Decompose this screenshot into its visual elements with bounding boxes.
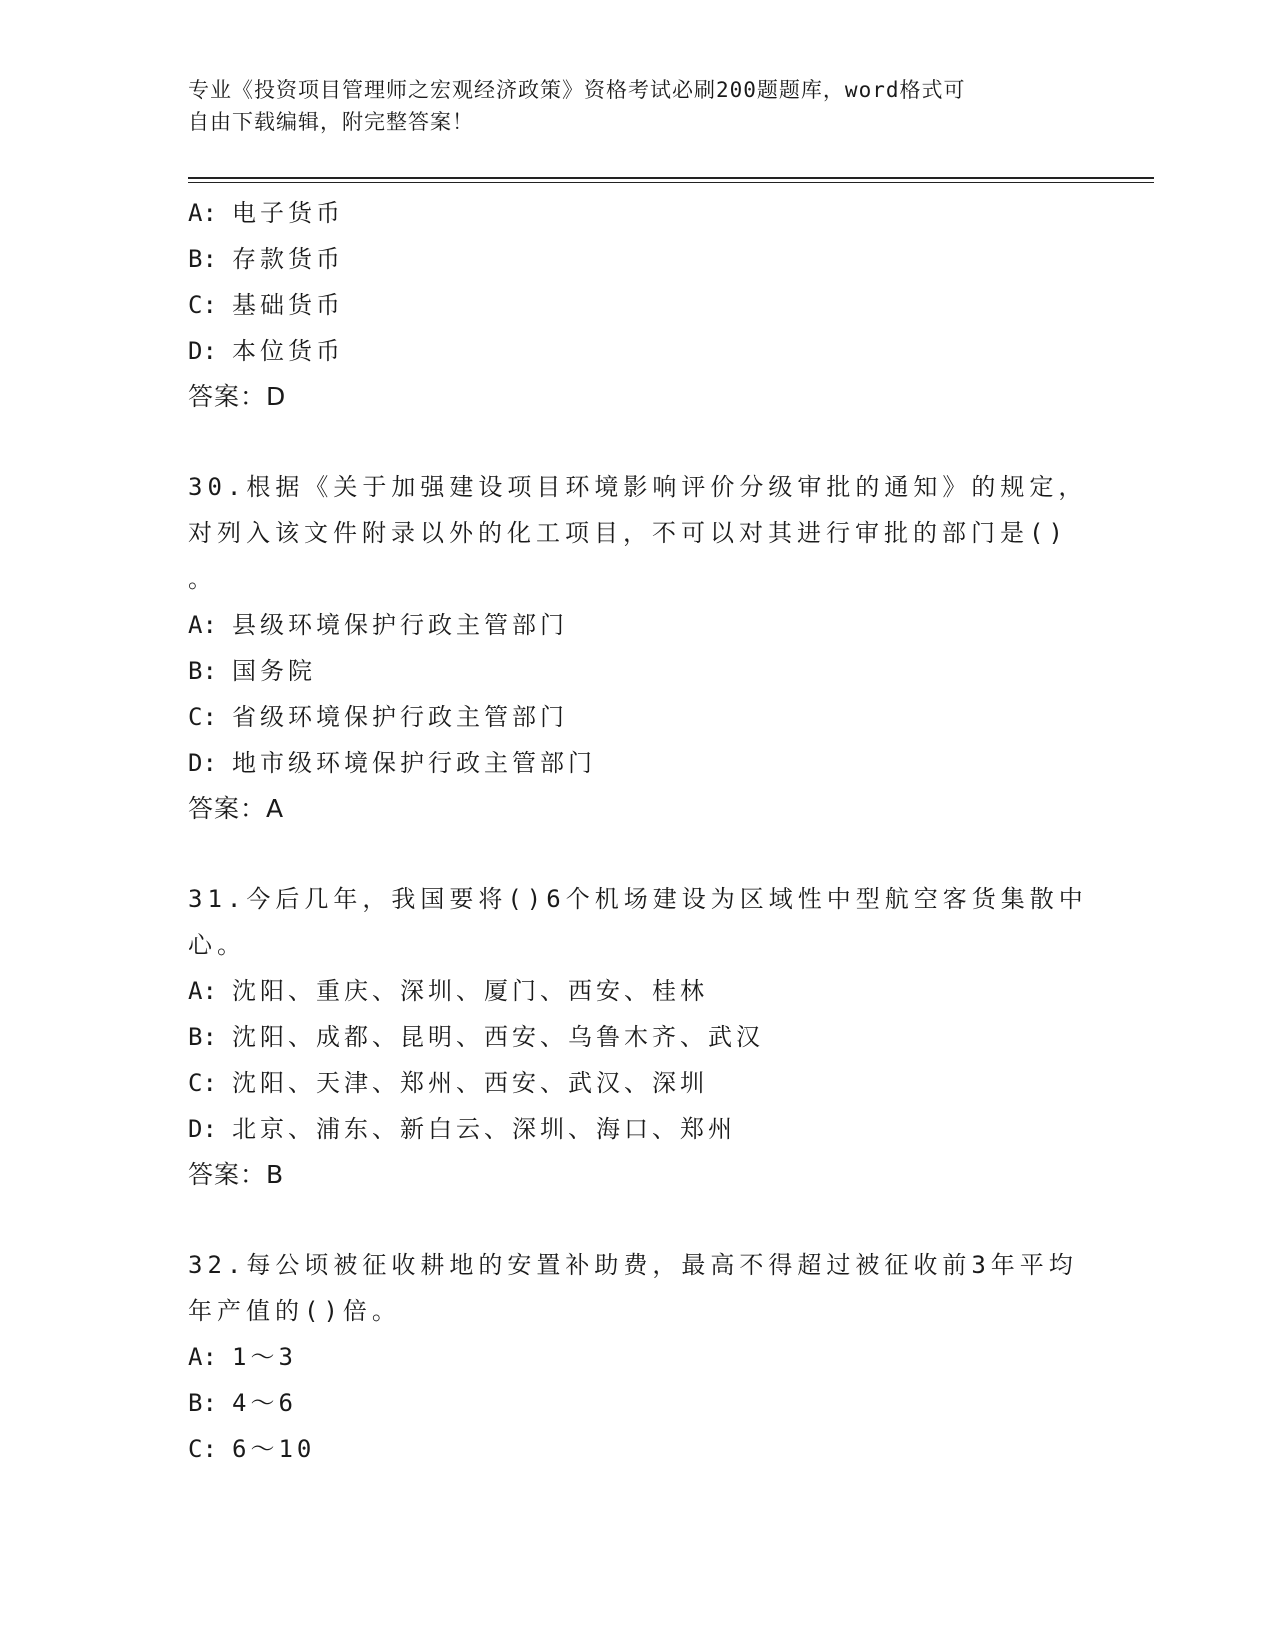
option-text: 6～10 xyxy=(232,1435,316,1463)
option-b xyxy=(188,1014,1108,1060)
option-d xyxy=(188,328,1108,374)
option-letter: A: xyxy=(188,199,217,227)
option-letter: C: xyxy=(188,703,217,731)
option-text: 4～6 xyxy=(232,1389,297,1417)
option-c xyxy=(188,1426,1108,1472)
answer-label: 答案： xyxy=(188,1160,267,1189)
option-text: 县级环境保护行政主管部门 xyxy=(232,611,568,639)
option-letter: B: xyxy=(188,1389,217,1417)
option-text: 本位货币 xyxy=(232,337,344,365)
answer-value: B xyxy=(266,1160,285,1189)
option-b xyxy=(188,1380,1108,1426)
answer-label: 答案： xyxy=(188,794,267,823)
option-b xyxy=(188,236,1108,282)
question-text-line: 32.每公顷被征收耕地的安置补助费，最高不得超过被征收前3年平均 xyxy=(188,1251,1078,1279)
answer-label: 答案： xyxy=(188,382,267,411)
option-c xyxy=(188,282,1108,328)
question-text-line: 。 xyxy=(188,565,217,593)
answer-line xyxy=(188,1152,1108,1198)
option-letter: B: xyxy=(188,1023,217,1051)
option-letter: A: xyxy=(188,977,217,1005)
answer-value: D xyxy=(266,382,287,411)
question-29-options xyxy=(188,190,1108,420)
option-text: 北京、浦东、新白云、深圳、海口、郑州 xyxy=(232,1115,736,1143)
option-letter: D: xyxy=(188,749,217,777)
question-text-line: 31.今后几年，我国要将()6个机场建设为区域性中型航空客货集散中 xyxy=(188,885,1088,913)
answer-line xyxy=(188,786,1108,832)
option-letter: C: xyxy=(188,1069,217,1097)
option-text: 1～3 xyxy=(232,1343,297,1371)
option-letter: D: xyxy=(188,1115,217,1143)
answer-value: A xyxy=(266,794,285,823)
answer-line xyxy=(188,374,1108,420)
option-c xyxy=(188,1060,1108,1106)
header-divider-thin xyxy=(188,182,1154,183)
option-text: 基础货币 xyxy=(232,291,344,319)
question-text-line: 对列入该文件附录以外的化工项目，不可以对其进行审批的部门是() xyxy=(188,519,1068,547)
option-letter: D: xyxy=(188,337,217,365)
option-a xyxy=(188,190,1108,236)
document-header xyxy=(188,74,1068,138)
option-d xyxy=(188,740,1108,786)
option-text: 沈阳、天津、郑州、西安、武汉、深圳 xyxy=(232,1069,708,1097)
option-letter: B: xyxy=(188,245,217,273)
question-list xyxy=(188,190,1108,1472)
option-c xyxy=(188,694,1108,740)
option-a xyxy=(188,968,1108,1014)
option-b xyxy=(188,648,1108,694)
option-letter: B: xyxy=(188,657,217,685)
option-letter: A: xyxy=(188,1343,217,1371)
question-31 xyxy=(188,876,1108,1198)
option-text: 沈阳、成都、昆明、西安、乌鲁木齐、武汉 xyxy=(232,1023,764,1051)
option-a xyxy=(188,602,1108,648)
option-text: 电子货币 xyxy=(232,199,344,227)
question-text-line: 心。 xyxy=(188,931,246,959)
option-text: 沈阳、重庆、深圳、厦门、西安、桂林 xyxy=(232,977,708,1005)
header-line-2: 自由下载编辑，附完整答案！ xyxy=(188,110,474,134)
option-text: 存款货币 xyxy=(232,245,344,273)
header-divider-thick xyxy=(188,177,1154,179)
header-line-1: 专业《投资项目管理师之宏观经济政策》资格考试必刷200题题库，word格式可 xyxy=(188,78,966,102)
question-text-line: 30.根据《关于加强建设项目环境影响评价分级审批的通知》的规定， xyxy=(188,473,1088,501)
option-text: 国务院 xyxy=(232,657,316,685)
question-32 xyxy=(188,1242,1108,1472)
option-letter: C: xyxy=(188,1435,217,1463)
question-text-line: 年产值的()倍。 xyxy=(188,1297,401,1325)
option-text: 省级环境保护行政主管部门 xyxy=(232,703,568,731)
option-letter: C: xyxy=(188,291,217,319)
option-text: 地市级环境保护行政主管部门 xyxy=(232,749,596,777)
option-a xyxy=(188,1334,1108,1380)
option-d xyxy=(188,1106,1108,1152)
option-letter: A: xyxy=(188,611,217,639)
question-30 xyxy=(188,464,1108,832)
